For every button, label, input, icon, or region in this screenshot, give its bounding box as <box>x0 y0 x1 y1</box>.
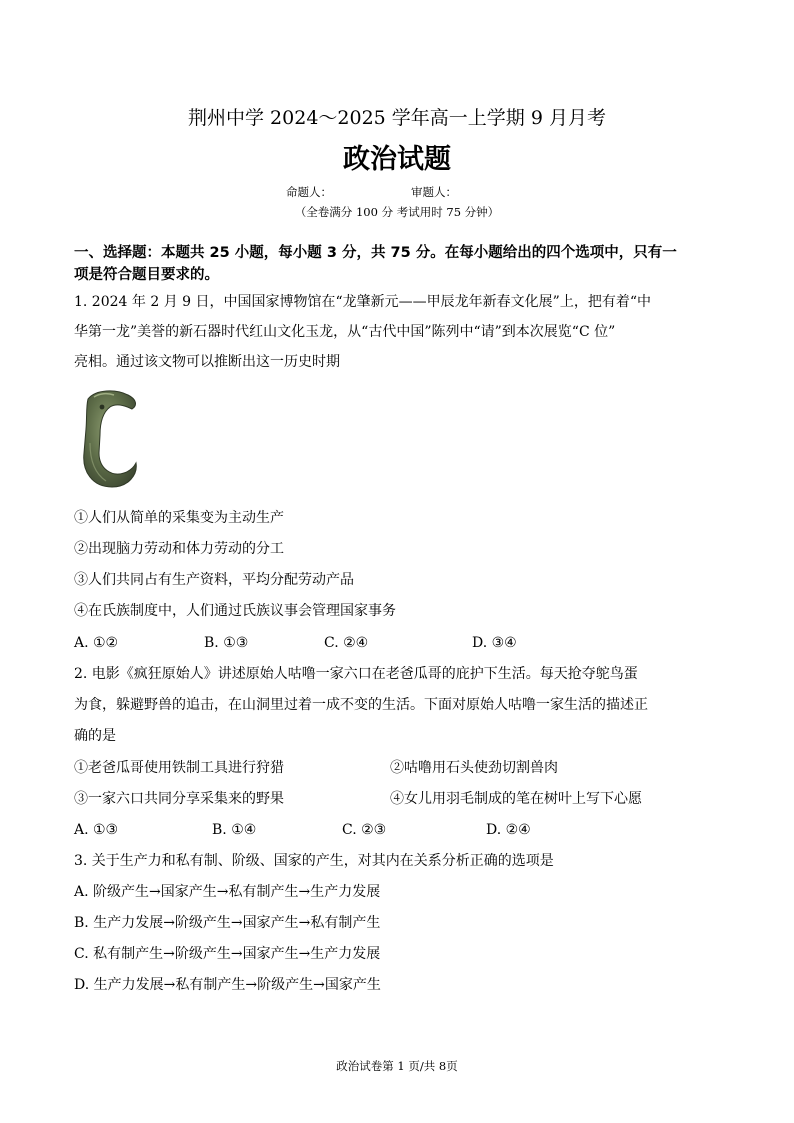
q2-statement-4: ④女儿用羽毛制成的笔在树叶上写下心愿 <box>390 791 642 807</box>
reviewer-label: 审题人： <box>411 185 457 199</box>
q1-statement-3: ③人们共同占有生产资料，平均分配劳动产品 <box>74 572 354 588</box>
q2-statement-1: ①老爸瓜哥使用铁制工具进行狩猎 <box>74 760 284 776</box>
subject-title: 政治试题 <box>343 144 451 175</box>
q1-statement-4: ④在氏族制度中，人们通过氏族议事会管理国家事务 <box>74 603 396 619</box>
q1-statement-1: ①人们从简单的采集变为主动生产 <box>74 510 284 526</box>
section-heading-line-2: 项是符合题目要求的。 <box>74 267 219 283</box>
author-label: 命题人： <box>286 185 332 199</box>
q2-statement-2: ②咕噜用石头使劲切割兽肉 <box>390 760 558 776</box>
q2-option-a[interactable]: A. ①③ <box>74 822 119 838</box>
q2-stem-line-2: 为食，躲避野兽的追击，在山洞里过着一成不变的生活。下面对原始人咕噜一家生活的描述正 <box>74 697 648 713</box>
exam-title: 荆州中学 2024～2025 学年高一上学期 9 月月考 <box>188 107 606 129</box>
q1-stem-line-1: 1. 2024 年 2 月 9 日，中国国家博物馆在“龙肇新元——甲辰龙年新春文化展”上，把有着“中 <box>74 294 651 310</box>
q1-option-b[interactable]: B. ①③ <box>204 635 249 651</box>
q3-option-c[interactable]: C. 私有制产生→阶级产生→国家产生→生产力发展 <box>74 946 381 962</box>
q1-option-a[interactable]: A. ①② <box>74 635 119 651</box>
q2-statement-3: ③一家六口共同分享采集来的野果 <box>74 791 284 807</box>
jade-dragon-image <box>72 383 140 489</box>
q3-stem: 3. 关于生产力和私有制、阶级、国家的产生，对其内在关系分析正确的选项是 <box>74 853 554 869</box>
q1-option-c[interactable]: C. ②④ <box>324 635 369 651</box>
section-heading-line-1: 一、选择题：本题共 25 小题，每小题 3 分，共 75 分。在每小题给出的四个选项中，只有一 <box>74 245 677 261</box>
q2-stem-line-3: 确的是 <box>74 728 116 744</box>
authors-line <box>0 184 794 200</box>
page-footer: 政治试卷第 1 页/共 8页 <box>336 1059 458 1073</box>
q2-option-c[interactable]: C. ②③ <box>342 822 387 838</box>
q2-stem-line-1: 2. 电影《疯狂原始人》讲述原始人咕噜一家六口在老爸瓜哥的庇护下生活。每天抢夺鸵鸟蛋 <box>74 666 638 682</box>
exam-note: （全卷满分 100 分 考试用时 75 分钟） <box>294 205 500 219</box>
q1-stem-line-3: 亮相。通过该文物可以推断出这一历史时期 <box>74 354 340 370</box>
q3-option-a[interactable]: A. 阶级产生→国家产生→私有制产生→生产力发展 <box>74 884 381 900</box>
q1-statement-2: ②出现脑力劳动和体力劳动的分工 <box>74 541 284 557</box>
q3-option-b[interactable]: B. 生产力发展→阶级产生→国家产生→私有制产生 <box>74 915 381 931</box>
q2-option-b[interactable]: B. ①④ <box>212 822 257 838</box>
q3-option-d[interactable]: D. 生产力发展→私有制产生→阶级产生→国家产生 <box>74 977 381 993</box>
q1-stem-line-2: 华第一龙”美誉的新石器时代红山文化玉龙，从“古代中国”陈列中“请”到本次展览“C 位” <box>74 324 616 340</box>
q1-option-d[interactable]: D. ③④ <box>472 635 517 651</box>
q2-option-d[interactable]: D. ②④ <box>486 822 531 838</box>
